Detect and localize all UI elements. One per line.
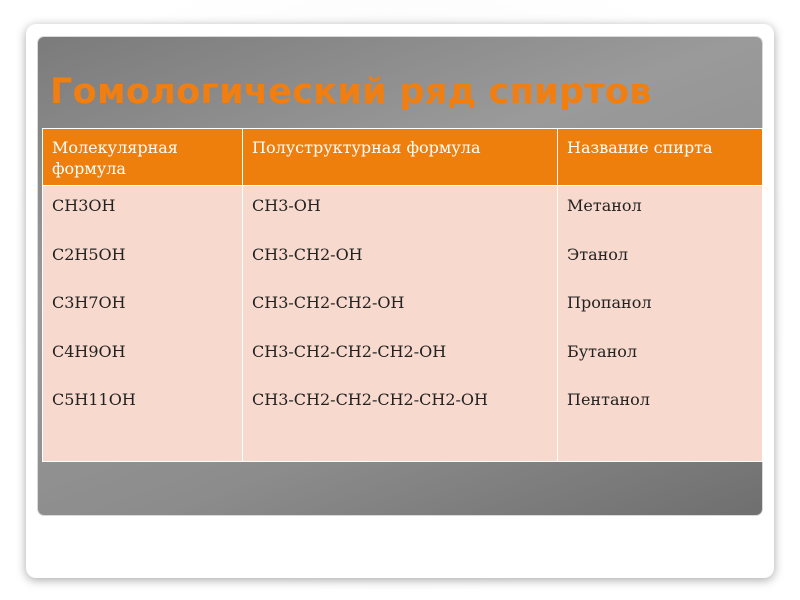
table-cell: C4H9OH [52,341,126,361]
table-cell: Пентанол [567,390,650,409]
table-cell: C5H11OH [52,390,136,409]
table-cell: Метанол [567,196,642,215]
table-cell: CH3-CH2-CH2-CH2-OH [252,341,447,361]
table-cell: CH3-CH2-CH2-CH2-CH2-OH [252,390,488,409]
slide-title: Гомологический ряд спиртов [50,72,652,112]
homologous-series-table [42,128,763,462]
table-cell: C3H7OH [52,293,126,312]
table-cell: C2H5OH [52,244,126,264]
header-molecular-formula: Молекулярная формула [43,129,243,186]
semistructural-formula-column [243,186,558,462]
alcohol-name-column [558,186,763,462]
table-header-row [43,129,763,186]
table-cell: CH3-OH [252,196,321,215]
table-cell: CH3OH [52,196,116,215]
header-alcohol-name: Название спирта [558,129,763,186]
table-cell: Пропанол [567,293,652,312]
table-cell: CH3-CH2-CH2-OH [252,293,405,312]
header-semistructural-formula: Полуструктурная формула [243,129,558,186]
table-cell: Этанол [567,244,629,264]
molecular-formula-column [43,186,243,462]
table-cell: Бутанол [567,341,638,361]
table-body-row [43,186,763,462]
table-cell: CH3-CH2-OH [252,244,363,264]
